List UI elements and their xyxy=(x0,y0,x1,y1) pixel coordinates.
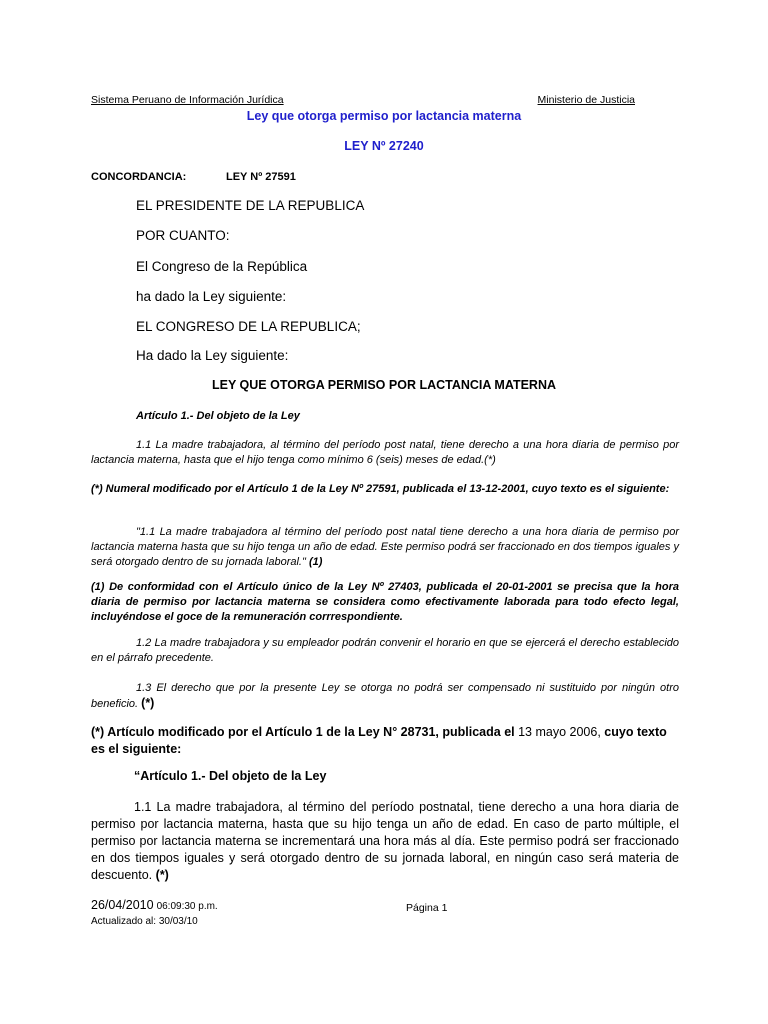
law-number: LEY Nº 27240 xyxy=(344,139,424,153)
paragraph-1-1 xyxy=(91,438,679,468)
footer-date-value: 26/04/2010 xyxy=(91,898,154,912)
header-source: Sistema Peruano de Información Jurídica xyxy=(91,94,284,106)
article-heading-new: “Artículo 1.- Del objeto de la Ley xyxy=(134,769,327,783)
paragraph-1-1-new xyxy=(91,799,679,884)
footnote-mark: (*) xyxy=(484,454,496,466)
footer-updated: Actualizado al: 30/03/10 xyxy=(91,916,198,927)
paragraph-text: 1.3 El derecho que por la presente Ley se otorga no podrá ser compensado ni sustituido por ningún otro beneficio. xyxy=(91,682,679,710)
paragraph-text: 1.1 La madre trabajadora, al término del período post natal, tiene derecho a una hora diaria de permiso por lactancia materna, hasta que el hijo tenga como mínimo 6 (seis) meses de edad. xyxy=(91,439,679,466)
preamble-line: EL CONGRESO DE LA REPUBLICA; xyxy=(136,319,361,334)
conformity-note: (1) De conformidad con el Artículo único de la Ley Nº 27403, publicada el 20-01-2001 se precisa que la hora diaria de permiso por lactancia materna se considera como efectivamente laborada para todo efecto legal, incluyéndose el goce de la remuneración corrrespondiente. xyxy=(91,581,679,623)
preamble-line: EL PRESIDENTE DE LA REPUBLICA xyxy=(136,198,365,213)
note-text: (*) Artículo modificado por el Artículo 1 de la Ley N° 28731, publicada el xyxy=(91,725,515,739)
modification-note: (*) Numeral modificado por el Artículo 1 de la Ley Nº 27591, publicada el 13-12-2001, cuyo texto es el siguiente: xyxy=(91,483,670,495)
preamble-line: ha dado la Ley siguiente: xyxy=(136,289,287,304)
footer-time: 06:09:30 p.m. xyxy=(156,901,218,912)
footer-date xyxy=(91,898,218,912)
preamble-line: POR CUANTO: xyxy=(136,228,230,243)
article-modification-note xyxy=(91,724,679,758)
note-text: cuyo texto es el siguiente: xyxy=(91,725,667,756)
note-date: 13 mayo 2006, xyxy=(518,725,601,739)
law-title: LEY QUE OTORGA PERMISO POR LACTANCIA MATERNA xyxy=(212,378,556,392)
footnote-mark: (*) xyxy=(141,696,155,710)
header-ministry: Ministerio de Justicia xyxy=(537,94,635,106)
paragraph-text: 1.1 La madre trabajadora, al término del período postnatal, tiene derecho a una hora diaria de permiso por lactancia materna, hasta que su hijo tenga un año de edad. En caso de parto múltiple, el permiso por lactancia materna se incrementará una hora más al día. Este permiso podrá ser fraccionado en dos tiempos iguales y será otorgado dentro de su jornada laboral, en ningún caso será materia de descuento. xyxy=(91,800,679,882)
document-title: Ley que otorga permiso por lactancia materna xyxy=(246,109,522,123)
paragraph-1-1-modified xyxy=(91,525,679,570)
paragraph-1-2: 1.2 La madre trabajadora y su empleador podrán convenir el horario en que se ejercerá el derecho establecido en el párrafo precedente. xyxy=(91,637,679,664)
preamble-line: El Congreso de la República xyxy=(136,259,308,274)
paragraph-text: "1.1 La madre trabajadora al término del período post natal tiene derecho a una hora diaria de permiso por lactancia materna hasta que su hijo tenga un año de edad. Este permiso podrá ser fraccionado en dos tiempos iguales y será otorgado dentro de su jornada laboral." xyxy=(91,526,679,568)
article-heading: Artículo 1.- Del objeto de la Ley xyxy=(136,410,300,422)
preamble-line: Ha dado la Ley siguiente: xyxy=(136,348,289,363)
footer-page-number: Página 1 xyxy=(406,902,448,914)
concordancia-value: LEY Nº 27591 xyxy=(226,171,296,183)
paragraph-1-3 xyxy=(91,681,679,712)
concordancia-label: CONCORDANCIA: xyxy=(91,171,187,183)
footnote-mark: (1) xyxy=(308,556,323,568)
footnote-mark: (*) xyxy=(155,868,169,882)
